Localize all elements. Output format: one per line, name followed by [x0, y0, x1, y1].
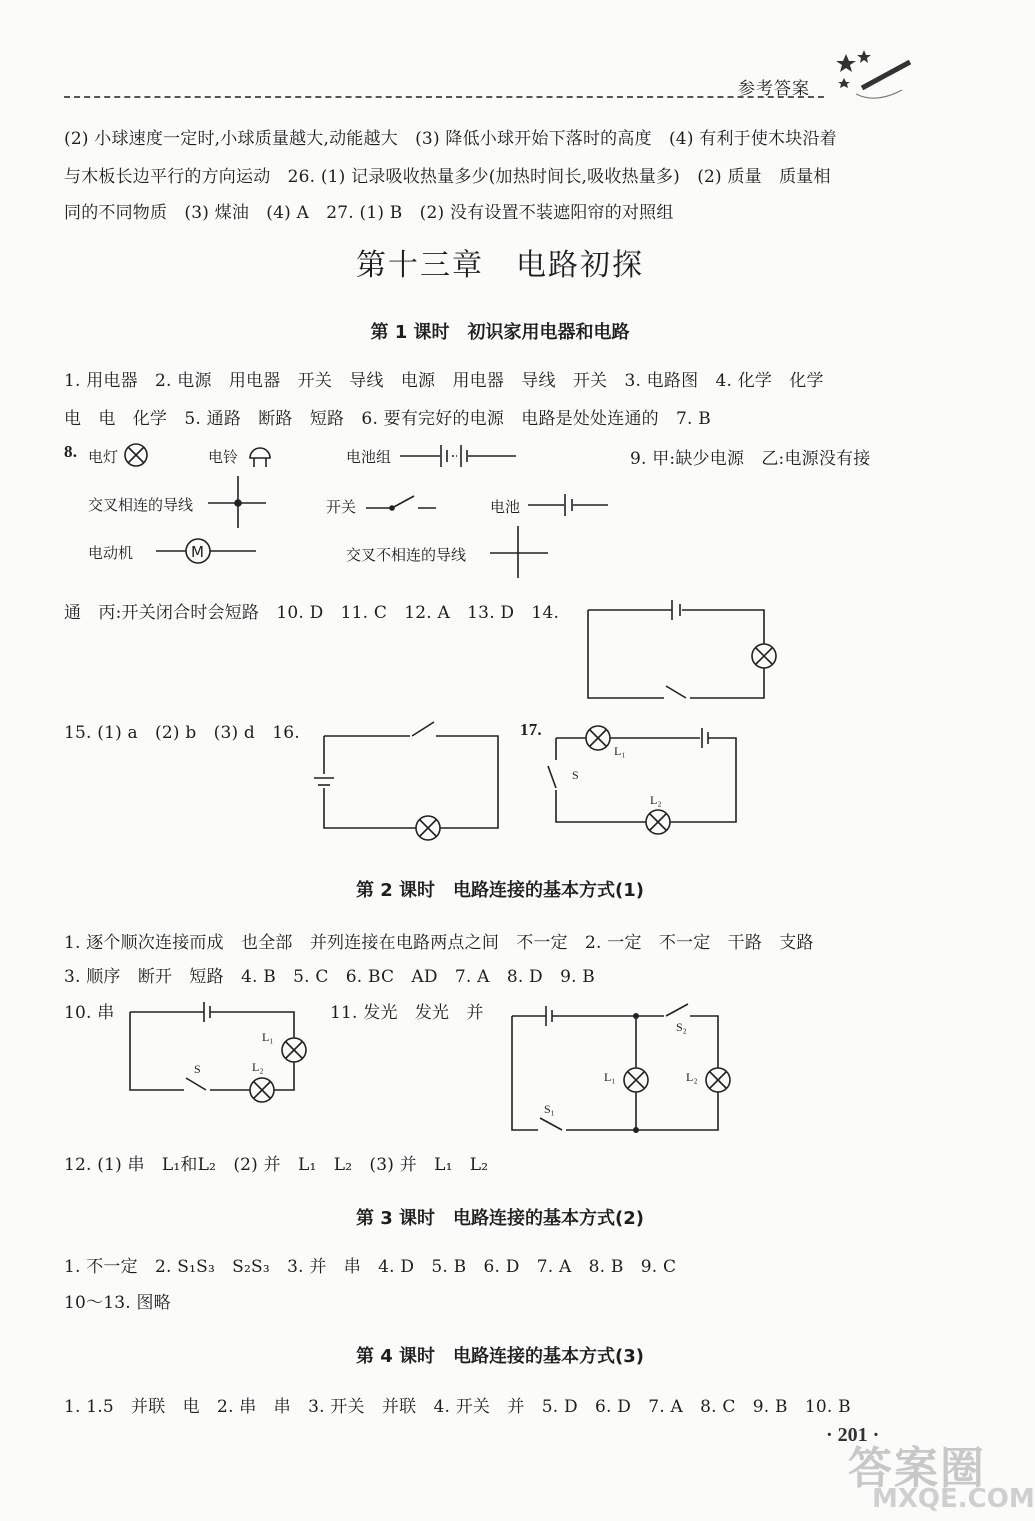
question-number: 8. — [64, 442, 78, 461]
answer-line: 9. 甲:缺少电源 乙:电源没有接 — [630, 449, 871, 469]
lamp-l2-label: L₂ — [650, 793, 662, 807]
answer-line: 同的不同物质 (3) 煤油 (4) A 27. (1) B (2) 没有设置不装遮阳帘的对照组 — [64, 203, 674, 223]
cell-label: 电池 — [490, 498, 521, 516]
crossed-connected-label: 交叉相连的导线 — [88, 496, 194, 514]
answer-line: 3. 顺序 断开 短路 4. B 5. C 6. BC AD 7. A 8. D 9. B — [64, 967, 595, 987]
question-number: 17. — [520, 720, 542, 739]
switch-label: 开关 — [326, 498, 357, 516]
lamp-l1-label: L₁ — [614, 744, 626, 758]
crossed-unconnected-label: 交叉不相连的导线 — [346, 546, 467, 564]
switch-s2-label: S₂ — [676, 1020, 687, 1034]
page-number: · 201 · — [826, 1424, 880, 1446]
answer-line: 1. 1.5 并联 电 2. 串 串 3. 开关 并联 4. 开关 并 5. D 6. D 7. A 8. C 9. B 10. B — [64, 1397, 851, 1417]
answer-line: (2) 小球速度一定时,小球质量越大,动能越大 (3) 降低小球开始下落时的高度 (4) 有利于使木块沿着 — [64, 129, 837, 149]
lamp-l2-label: L₂ — [686, 1070, 698, 1084]
lamp-l1-label: L₁ — [604, 1070, 616, 1084]
lamp-label: 电灯 — [88, 448, 119, 466]
chapter-title: 第十三章 电路初探 — [356, 248, 644, 283]
motor-letter: M — [191, 543, 204, 561]
answer-line: 1. 用电器 2. 电源 用电器 开关 导线 电源 用电器 导线 开关 3. 电路图 4. 化学 化学 — [64, 371, 824, 391]
battery-pack-label: 电池组 — [346, 448, 392, 466]
answer-line: 12. (1) 串 L₁和L₂ (2) 并 L₁ L₂ (3) 并 L₁ L₂ — [64, 1155, 489, 1175]
switch-s1-label: S₁ — [544, 1102, 555, 1116]
answer-line: 通 丙:开关闭合时会短路 10. D 11. C 12. A 13. D 14. — [64, 603, 560, 623]
lesson-title: 第 2 课时 电路连接的基本方式(1) — [355, 880, 645, 901]
answer-line: 1. 逐个顺次连接而成 也全部 并列连接在电路两点之间 不一定 2. 一定 不一定 干路 支路 — [64, 933, 814, 953]
lesson-title: 第 4 课时 电路连接的基本方式(3) — [355, 1346, 645, 1367]
watermark-url: MXQE.COM — [872, 1484, 1035, 1514]
answer-line: 10. 串 — [64, 1003, 115, 1023]
watermark-text: 答案圈 — [848, 1443, 986, 1494]
answer-line: 11. 发光 发光 并 — [330, 1003, 484, 1023]
switch-s-label: S — [572, 768, 579, 782]
answer-line: 电 电 化学 5. 通路 断路 短路 6. 要有完好的电源 电路是处处连通的 7. B — [64, 409, 711, 429]
answer-line: 10～13. 图略 — [64, 1293, 171, 1313]
lamp-l1-label: L₁ — [262, 1030, 274, 1044]
answer-line: 15. (1) a (2) b (3) d 16. — [64, 723, 300, 743]
lesson-title: 第 3 课时 电路连接的基本方式(2) — [355, 1208, 645, 1229]
header-label: 参考答案 — [738, 79, 810, 99]
answer-line: 1. 不一定 2. S₁S₃ S₂S₃ 3. 并 串 4. D 5. B 6. D 7. A 8. B 9. C — [64, 1257, 677, 1277]
switch-s-label: S — [194, 1062, 201, 1076]
lesson-title: 第 1 课时 初识家用电器和电路 — [370, 322, 630, 343]
lamp-l2-label: L₂ — [252, 1060, 264, 1074]
motor-label: 电动机 — [88, 544, 134, 562]
answer-line: 与木板长边平行的方向运动 26. (1) 记录吸收热量多少(加热时间长,吸收热量多) (2) 质量 质量相 — [64, 167, 831, 187]
bell-label: 电铃 — [208, 448, 239, 466]
